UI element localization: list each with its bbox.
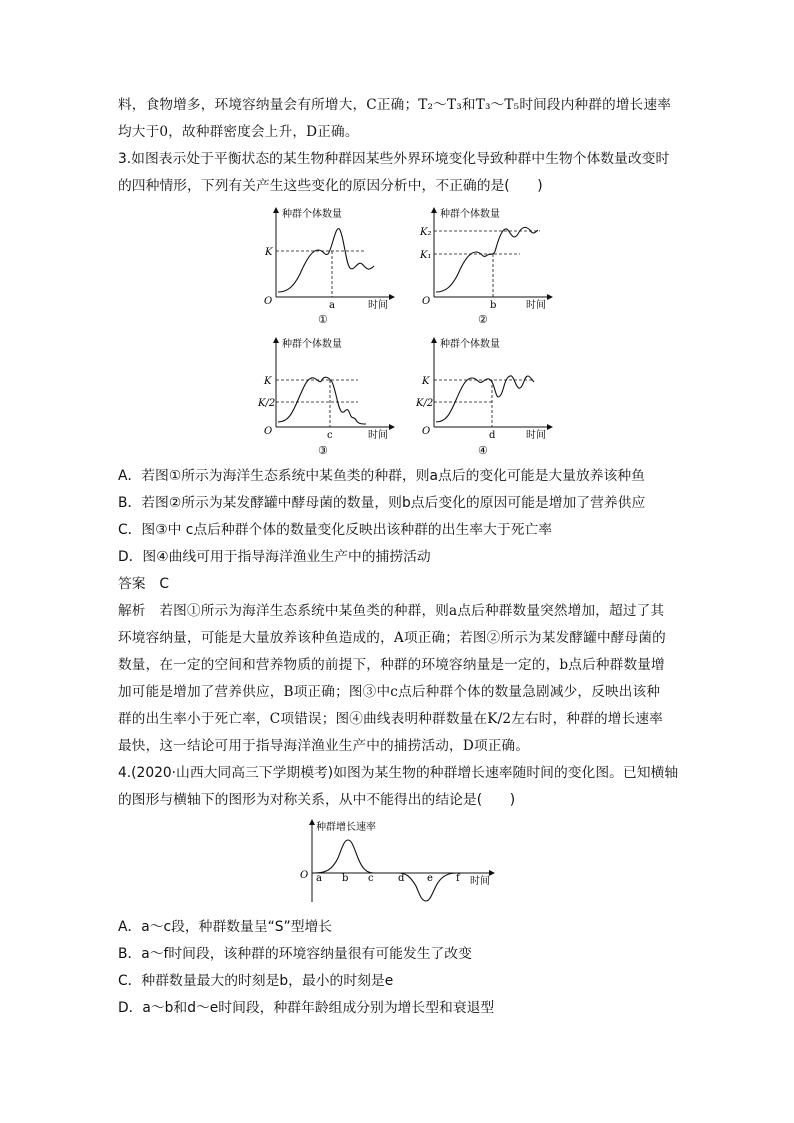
q3-option-b: B．若图②所示为某发酵罐中酵母菌的数量，则b点后变化的原因可能是增加了营养供应 bbox=[118, 495, 646, 511]
point-c-label: c bbox=[327, 430, 333, 441]
point-d-label: d bbox=[489, 430, 496, 441]
q4-option-a: A．a～c段，种群数量呈“S”型增长 bbox=[118, 919, 333, 935]
y-axis-label: 种群个体数量 bbox=[440, 339, 500, 350]
k1-label: K₁ bbox=[420, 250, 432, 261]
tick-f: f bbox=[456, 873, 460, 884]
k-label: K bbox=[422, 376, 430, 387]
q3-option-a: A．若图①所示为海洋生态系统中某鱼类的种群，则a点后的变化可能是大量放养该种鱼 bbox=[118, 468, 645, 484]
k-label: K bbox=[265, 247, 273, 258]
point-b-label: b bbox=[490, 300, 497, 311]
curve-3 bbox=[278, 377, 366, 424]
growth-rate-curve bbox=[314, 840, 456, 901]
origin-label: O bbox=[300, 870, 309, 881]
graph-3 bbox=[258, 334, 398, 458]
q3-option-d: D．图④曲线可用于指导海洋渔业生产中的捕捞活动 bbox=[118, 549, 431, 565]
q3-stem-line-1: 3.如图表示处于平衡状态的某生物种群因某些外界环境变化导致种群中生物个体数量改变时 bbox=[118, 151, 670, 167]
q3-analysis-line-3: 数量，在一定的空间和营养物质的前提下，种群的环境容纳量是一定的，b点后种群数量增 bbox=[118, 657, 665, 673]
caption-1: ① bbox=[318, 313, 328, 326]
q4-option-b: B．a～f时间段，该种群的环境容纳量很有可能发生了改变 bbox=[118, 946, 472, 962]
k-half-label: K/2 bbox=[416, 398, 434, 409]
q3-analysis-line-1: 解析 若图①所示为海洋生态系统中某鱼类的种群，则a点后种群数量突然增加，超过了其 bbox=[118, 603, 665, 619]
tick-b: b bbox=[342, 873, 349, 884]
k-half-label: K/2 bbox=[258, 398, 276, 409]
x-axis-label: 时间 bbox=[470, 876, 490, 887]
curve-2 bbox=[436, 227, 538, 292]
q4-stem-line-1: 4.(2020·山西大同高三下学期模考)如图为某生物的种群增长速率随时间的变化图。已知横轴 bbox=[118, 765, 679, 781]
tick-d: d bbox=[398, 873, 405, 884]
y-axis-label: 种群增长速率 bbox=[316, 822, 376, 833]
origin-label: O bbox=[264, 296, 273, 307]
k2-label: K₂ bbox=[420, 227, 432, 238]
origin-label: O bbox=[264, 426, 273, 437]
curve-1 bbox=[278, 229, 374, 292]
q4-option-d: D．a～b和d～e时间段，种群年龄组成分别为增长型和衰退型 bbox=[118, 1000, 495, 1016]
tick-e: e bbox=[427, 873, 433, 884]
q4-option-c: C．种群数量最大的时刻是b，最小的时刻是e bbox=[118, 973, 394, 989]
graph-4 bbox=[416, 334, 556, 458]
tick-a: a bbox=[316, 873, 322, 884]
k-label: K bbox=[264, 376, 272, 387]
growth-rate-graph bbox=[296, 818, 496, 906]
y-axis-label: 种群个体数量 bbox=[282, 209, 342, 220]
tick-c: c bbox=[368, 873, 374, 884]
y-axis-label: 种群个体数量 bbox=[440, 209, 500, 220]
caption-4: ④ bbox=[478, 444, 488, 457]
q3-analysis-line-4: 加可能是增加了营养供应，B项正确；图③中c点后种群个体的数量急剧减少，反映出该种 bbox=[118, 684, 661, 700]
x-axis-label: 时间 bbox=[526, 300, 546, 311]
q3-analysis-line-5: 群的出生率小于死亡率，C项错误；图④曲线表明种群数量在K/2左右时，种群的增长速率 bbox=[118, 711, 663, 727]
q3-stem-line-2: 的四种情形，下列有关产生这些变化的原因分析中，不正确的是( ) bbox=[118, 178, 543, 194]
caption-3: ③ bbox=[318, 444, 328, 457]
origin-label: O bbox=[422, 296, 431, 307]
q3-answer: 答案 C bbox=[118, 576, 170, 592]
q3-analysis-line-2: 环境容纳量，可能是大量放养该种鱼造成的，A项正确；若图②所示为某发酵罐中酵母菌的 bbox=[118, 630, 666, 646]
intro-line-1: 料，食物增多，环境容纳量会有所增大，C正确；T₂～T₃和T₃～T₅时间段内种群的增长速率 bbox=[118, 97, 672, 113]
caption-2: ② bbox=[478, 313, 488, 326]
q3-option-c: C．图③中 c点后种群个体的数量变化反映出该种群的出生率大于死亡率 bbox=[118, 522, 553, 538]
origin-label: O bbox=[422, 426, 431, 437]
graph-2 bbox=[416, 204, 556, 326]
x-axis-label: 时间 bbox=[368, 430, 388, 441]
q4-stem-line-2: 的图形与横轴下的图形为对称关系，从中不能得出的结论是( ) bbox=[118, 792, 516, 808]
graph-1 bbox=[258, 204, 398, 326]
intro-line-2: 均大于0，故种群密度会上升，D正确。 bbox=[118, 124, 359, 140]
x-axis-label: 时间 bbox=[526, 430, 546, 441]
x-axis-label: 时间 bbox=[368, 300, 388, 311]
q3-analysis-line-6: 最快，这一结论可用于指导海洋渔业生产中的捕捞活动，D项正确。 bbox=[118, 738, 530, 754]
curve-4 bbox=[436, 376, 534, 422]
point-a-label: a bbox=[329, 300, 335, 311]
y-axis-label: 种群个体数量 bbox=[282, 339, 342, 350]
